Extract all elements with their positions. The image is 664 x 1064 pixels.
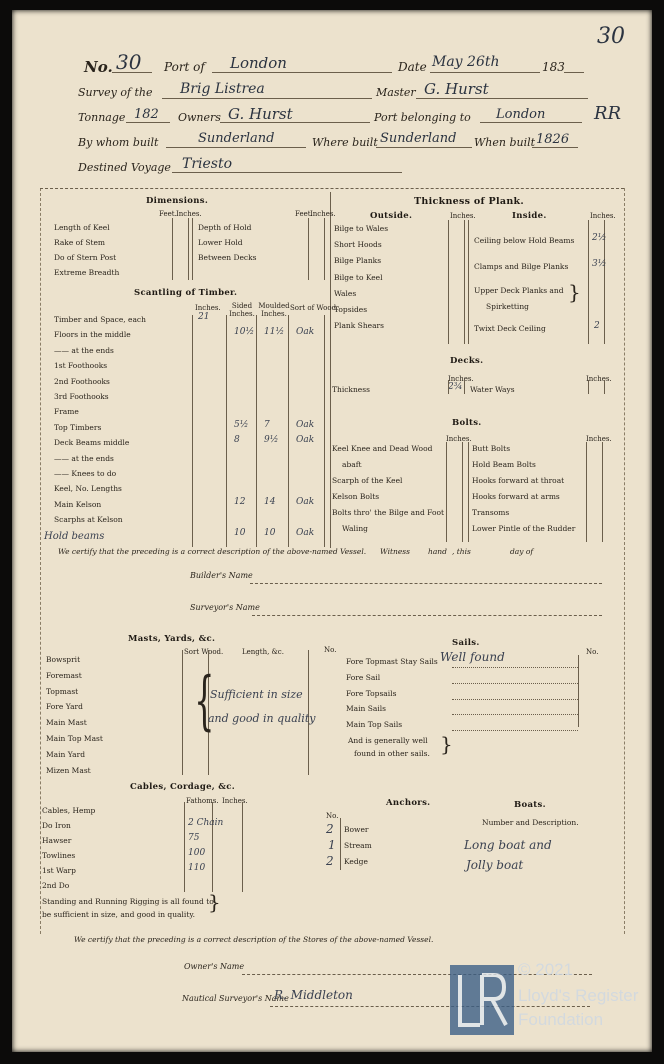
voyage-value: Triesto: [182, 156, 233, 172]
dim-right-row-1: Lower Hold: [198, 238, 243, 247]
sail-row: Fore Sail: [346, 672, 381, 682]
no-label: No.: [84, 58, 113, 76]
scantling-title: Scantling of Timber.: [134, 288, 238, 298]
scantling-row-label: 3rd Foothooks: [54, 392, 109, 401]
anchors-title: Anchors.: [386, 798, 431, 808]
scantling-row-label: Frame: [54, 407, 79, 417]
bolt-right-4: Transoms: [472, 508, 510, 517]
bolts-title: Bolts.: [452, 418, 482, 428]
scantling-row-inches: 21: [198, 312, 210, 322]
bolt-left-5: Waling: [342, 524, 368, 533]
inside-inches-head: Inches.: [590, 212, 616, 220]
dim-right-row-0: Depth of Hold: [198, 223, 252, 232]
corner-number: 30: [597, 24, 625, 49]
anchor-row-0: Bower: [344, 825, 369, 834]
scantling-row-label: 2nd Foothooks: [54, 376, 110, 386]
plank-outside-row: Wales: [334, 288, 357, 298]
scantling-row-moulded: 9½: [264, 435, 279, 446]
scantling-row-wood: Oak: [296, 419, 315, 430]
scantling-row-label: Top Timbers: [54, 422, 102, 432]
built-by-value: Sunderland: [198, 131, 275, 146]
sails-note: Well found: [440, 650, 505, 664]
dim-right-row-2: Between Decks: [198, 253, 257, 262]
bolt-left-3: Kelson Bolts: [332, 492, 380, 501]
cables-inches-head: Inches.: [222, 797, 248, 805]
scantling-row-label: Deck Beams middle: [54, 438, 130, 448]
plank-outside-row: Plank Shears: [334, 321, 384, 331]
built-by-label: By whom built: [78, 136, 159, 149]
sails-no-head-2: No.: [586, 648, 599, 656]
inside-row-1: Clamps and Bilge Planks: [474, 262, 569, 271]
anchor-row-1: Stream: [344, 841, 372, 850]
sails-no-head: No.: [324, 646, 337, 654]
scantling-row-wood: Oak: [296, 527, 315, 538]
dim-inches-head: Inches.: [176, 210, 202, 218]
dim-feet-head: Feet.: [159, 210, 177, 218]
scantling-row-sided: 10: [234, 527, 246, 538]
plank-title: Thickness of Plank.: [414, 196, 525, 207]
standing-line-1: Standing and Running Rigging is all found to: [42, 897, 214, 906]
decks-inches-head: Inches.: [448, 375, 474, 383]
certify1-text: We certify that the preceding is a correct description of the above-named Vessel.: [58, 547, 367, 556]
inside-value-1: 3½: [592, 259, 607, 269]
dim-left-row-3: Extreme Breadth: [54, 268, 120, 277]
where-built-label: Where built: [312, 136, 378, 149]
anchor-value-0: 2: [326, 822, 334, 836]
scantling-row-label: —— at the ends: [54, 345, 114, 355]
mast-row: Main Top Mast: [46, 734, 103, 743]
scantling-row-sided: 10½: [234, 327, 255, 338]
bolt-left-4: Bolts thro' the Bilge and Foot: [332, 508, 444, 517]
cable-row-value: 2 Chain: [188, 818, 224, 828]
mast-row: Foremast: [46, 670, 82, 680]
mast-row: Bowsprit: [46, 655, 81, 664]
scantling-row-moulded: 11½: [264, 327, 285, 338]
sail-row: Fore Topsails: [346, 688, 397, 698]
inside-row-4: Twixt Deck Ceiling: [474, 324, 546, 333]
dimensions-title: Dimensions.: [146, 196, 209, 206]
owners-label: Owners: [178, 111, 221, 124]
anchor-value-2: 2: [326, 854, 334, 868]
masts-length-head: Length, &c.: [242, 648, 284, 656]
bolt-right-1: Hold Beam Bolts: [472, 460, 536, 469]
scantling-row-sided: 5½: [234, 419, 249, 430]
scantling-row-wood: Oak: [296, 496, 315, 507]
scantling-row-label: Hold beams: [44, 530, 105, 542]
master-value: G. Hurst: [424, 80, 489, 98]
water-ways-label: Water Ways: [470, 385, 515, 394]
nautical-surveyor-value: R. Middleton: [274, 988, 353, 1002]
bolt-right-0: Butt Bolts: [472, 444, 511, 453]
port-belonging-value: London: [496, 107, 546, 122]
anchor-value-1: 1: [328, 838, 336, 852]
certify2-text: We certify that the preceding is a correct description of the Stores of the above-named Vessel.: [74, 935, 434, 944]
scantling-row-label: —— at the ends: [54, 453, 114, 463]
scantling-row-label: Floors in the middle: [54, 330, 131, 340]
inside-row-3: Spirketting: [486, 302, 529, 311]
scantling-row-moulded: 10: [264, 527, 276, 538]
generally-line-2: found in other sails.: [354, 749, 430, 758]
tonnage-value: 182: [134, 107, 159, 122]
dim-left-row-0: Length of Keel: [54, 223, 110, 232]
thickness-label: Thickness: [332, 385, 370, 394]
mast-row: Main Yard: [46, 749, 85, 759]
survey-form: 30 No. 30 Port of London Date May 26th 183 Survey of the Brig Listrea Master G. Hurst Tonnage 182 Owners G. Hurst Port belonging to London RR By whom built Sunderland Where built Sunderland When built 1826 Destined Voyage Triesto Dimensions. Feet. Inches. Feet. Inches. Length of Keel Rake of Stem Do of Stern Post Extreme Breadth Depth of Hold Lower Hold Between Decks Scantling of Timber. Inches. Sided Inches. Moulded Inches. Sort of Wood. Timber and Space, each 21 Floors in the middle 10½ 11½ Oak —— at the ends 1st Foothooks 2nd Foothooks 3rd Foothooks Frame Top Timbers 5½ 7 Oak Deck Beams middle 8 9½ Oak —— at the ends —— Knees to do Keel, No. Lengths Main Kelson 12 14 Oak Scarphs at Kelson Hold beams 10 10 Oak Thickness of Plank. Outside. Inches. Inside. Inches. Bilge to Wales Short Hoods Bilge Planks Bilge to Keel Wales Topsides Plank Shears Ceiling below Hold Beams 2½ Clamps and Bilge Planks 3½ Upper Deck Planks and Spirketting } Twixt Deck Ceiling 2 Decks. Inches. Inches. Thickness 2¾ Water Ways Bolts. Inches. Inches. Keel Knee and Dead Wood abaft Scarph of the Keel Kelson Bolts Bolts thro' the Bilge and Foot Waling Butt Bolts Hold Beam Bolts Hooks forward at throat Hooks forward at arms Transoms Lower Pintle of the Rudder We certify that the preceding is a correct description of the above-named Vessel. Witness hand , this day of Builder's Name Surveyor's Name Masts, Yards, &c. Sort Wood. Length, &c. Bowsprit Foremast Topmast Fore Yard Main Mast Main Top Mast Main Yard Mizen Mast { Sufficient in size and good in quality Sails. No. No. Fore Topmast Stay Sails Fore Sail Fore Topsails Main Sails Main Top Sails Well found And is generally well found in other sails. } Cables, Cordage, &c. Fathoms. Inches. Cables, Hemp Do Iron 2 Chain Hawser 75 Towlines 100 1st Warp 110 2nd Do Standing and Running Rigging is all found to be sufficient in size, and good in quality. } Anchors. No. 2 Bower 1 Stream 2 Kedge Boats. Number and Description. Long boat and Jolly boat We certify that the preceding is a correct description of the Stores of the above-named Vessel. Owner's Name Nautical Surveyor's Name R. Middleton © 2021 Lloyd's Register Foundation: [12, 10, 652, 1052]
port-value: London: [230, 54, 287, 72]
bolt-left-1: abaft: [342, 460, 362, 469]
scantling-row-label: 1st Foothooks: [54, 361, 108, 371]
scantling-row-moulded: 14: [264, 496, 276, 507]
dim-inches-head-2: Inches.: [310, 210, 336, 218]
scantling-row-label: Timber and Space, each: [54, 315, 146, 324]
rubric-mark: RR: [594, 103, 622, 124]
plank-outside-row: Short Hoods: [334, 240, 382, 250]
sail-row: Fore Topmast Stay Sails: [346, 657, 438, 666]
cable-row: 1st Warp: [42, 866, 76, 875]
bolt-left-2: Scarph of the Keel: [332, 476, 403, 485]
boats-subtitle: Number and Description.: [482, 818, 579, 827]
cables-fathoms-head: Fathoms.: [186, 797, 219, 805]
plank-outside-row: Bilge Planks: [334, 256, 382, 266]
plank-outside-row: Bilge to Wales: [334, 224, 389, 233]
cable-row: Do Iron: [42, 821, 71, 830]
sail-row: Main Top Sails: [346, 720, 403, 730]
watermark-line-2: Foundation: [518, 1010, 604, 1029]
sail-row: Main Sails: [346, 704, 387, 714]
bolts-inches-head-2: Inches.: [586, 435, 612, 443]
vessel-value: Brig Listrea: [180, 81, 265, 97]
generally-line-1: And is generally well: [348, 736, 428, 745]
scantling-row-sided: 12: [234, 496, 246, 507]
scantling-row-moulded: 7: [264, 419, 270, 430]
port-label: Port of: [164, 60, 205, 74]
cable-row: Cables, Hemp: [42, 806, 96, 815]
surveyor-name-label: Surveyor's Name: [190, 603, 260, 612]
scant-moulded-head: Moulded Inches.: [258, 302, 290, 318]
cable-row-value: 110: [188, 863, 206, 873]
scantling-row-wood: Oak: [296, 327, 315, 338]
bolts-inches-head: Inches.: [446, 435, 472, 443]
cable-row: 2nd Do: [42, 881, 70, 890]
mast-row: Mizen Mast: [46, 765, 91, 775]
scantling-row-label: Main Kelson: [54, 499, 102, 509]
bolt-right-5: Lower Pintle of the Rudder: [472, 524, 576, 533]
plank-outside-row: Topsides: [334, 305, 368, 314]
date-value: May 26th: [432, 54, 500, 70]
this-label: , this: [452, 547, 471, 556]
scantling-row-label: —— Knees to do: [54, 469, 117, 478]
date-label: Date: [398, 60, 427, 74]
boats-value-1: Long boat and: [464, 838, 552, 852]
builder-name-label: Builder's Name: [190, 571, 253, 580]
boats-title: Boats.: [514, 800, 546, 810]
anchor-row-2: Kedge: [344, 857, 368, 866]
inside-row-0: Ceiling below Hold Beams: [474, 236, 575, 245]
scant-sided-head: Sided Inches.: [229, 302, 255, 318]
inside-value-0: 2½: [592, 233, 607, 243]
scantling-row-sided: 8: [234, 435, 240, 446]
bolt-right-2: Hooks forward at throat: [472, 476, 565, 485]
master-label: Master: [376, 86, 416, 99]
cable-row-value: 75: [188, 833, 200, 843]
inside-row-2: Upper Deck Planks and: [474, 286, 564, 295]
decks-inches-head-2: Inches.: [586, 375, 612, 383]
boats-value-2: Jolly boat: [466, 858, 524, 872]
masts-note-1: Sufficient in size: [210, 688, 303, 701]
plank-outside-row: Bilge to Keel: [334, 272, 383, 282]
day-of-label: day of: [510, 547, 534, 556]
masts-note-2: and good in quality: [208, 712, 316, 725]
watermark-copyright: © 2021: [518, 960, 574, 979]
dim-left-row-2: Do of Stern Post: [54, 253, 117, 262]
bolt-left-0: Keel Knee and Dead Wood: [332, 444, 433, 453]
owners-value: G. Hurst: [228, 105, 293, 123]
no-value: 30: [116, 50, 142, 74]
year-label: 183: [542, 60, 565, 74]
sails-title: Sails.: [452, 638, 480, 648]
scantling-row-wood: Oak: [296, 435, 315, 446]
owner-name-label: Owner's Name: [184, 962, 245, 971]
cable-row: Towlines: [42, 851, 76, 860]
port-belonging-label: Port belonging to: [374, 111, 471, 124]
bolt-right-3: Hooks forward at arms: [472, 492, 560, 501]
decks-title: Decks.: [450, 356, 484, 366]
voyage-label: Destined Voyage: [78, 161, 171, 174]
masts-title: Masts, Yards, &c.: [128, 634, 216, 644]
lloyds-register-logo: [450, 965, 514, 1035]
inside-value-4: 2: [594, 321, 600, 331]
mast-row: Topmast: [46, 686, 79, 696]
scant-inches-head: Inches.: [195, 304, 221, 312]
mast-row: Fore Yard: [46, 702, 83, 712]
when-built-value: 1826: [536, 132, 570, 147]
dim-left-row-1: Rake of Stem: [54, 238, 106, 247]
outside-inches-head: Inches.: [450, 212, 476, 220]
cable-row: Hawser: [42, 836, 72, 845]
outside-title: Outside.: [370, 211, 413, 221]
dim-feet-head-2: Feet.: [295, 210, 313, 218]
cables-title: Cables, Cordage, &c.: [130, 782, 235, 792]
survey-label: Survey of the: [78, 86, 153, 99]
tonnage-label: Tonnage: [78, 111, 126, 124]
scantling-row-label: Scarphs at Kelson: [54, 515, 123, 525]
inside-title: Inside.: [512, 211, 547, 221]
scantling-row-label: Keel, No. Lengths: [54, 484, 122, 494]
masts-wood-head: Sort Wood.: [184, 648, 224, 656]
witness-label: Witness: [380, 547, 410, 556]
standing-line-2: be sufficient in size, and good in quality.: [42, 910, 195, 919]
when-built-label: When built: [474, 136, 536, 149]
nautical-surveyor-label: Nautical Surveyor's Name: [182, 994, 289, 1003]
scant-wood-head: Sort of Wood.: [290, 304, 339, 312]
thickness-value: 2¾: [448, 382, 463, 392]
hand-label: hand: [428, 547, 447, 556]
cable-row-value: 100: [188, 848, 206, 858]
watermark-line-1: Lloyd's Register: [518, 986, 639, 1005]
anchors-no-head: No.: [326, 812, 339, 820]
where-built-value: Sunderland: [380, 131, 457, 146]
mast-row: Main Mast: [46, 718, 87, 728]
lr-monogram-icon: [450, 965, 514, 1035]
